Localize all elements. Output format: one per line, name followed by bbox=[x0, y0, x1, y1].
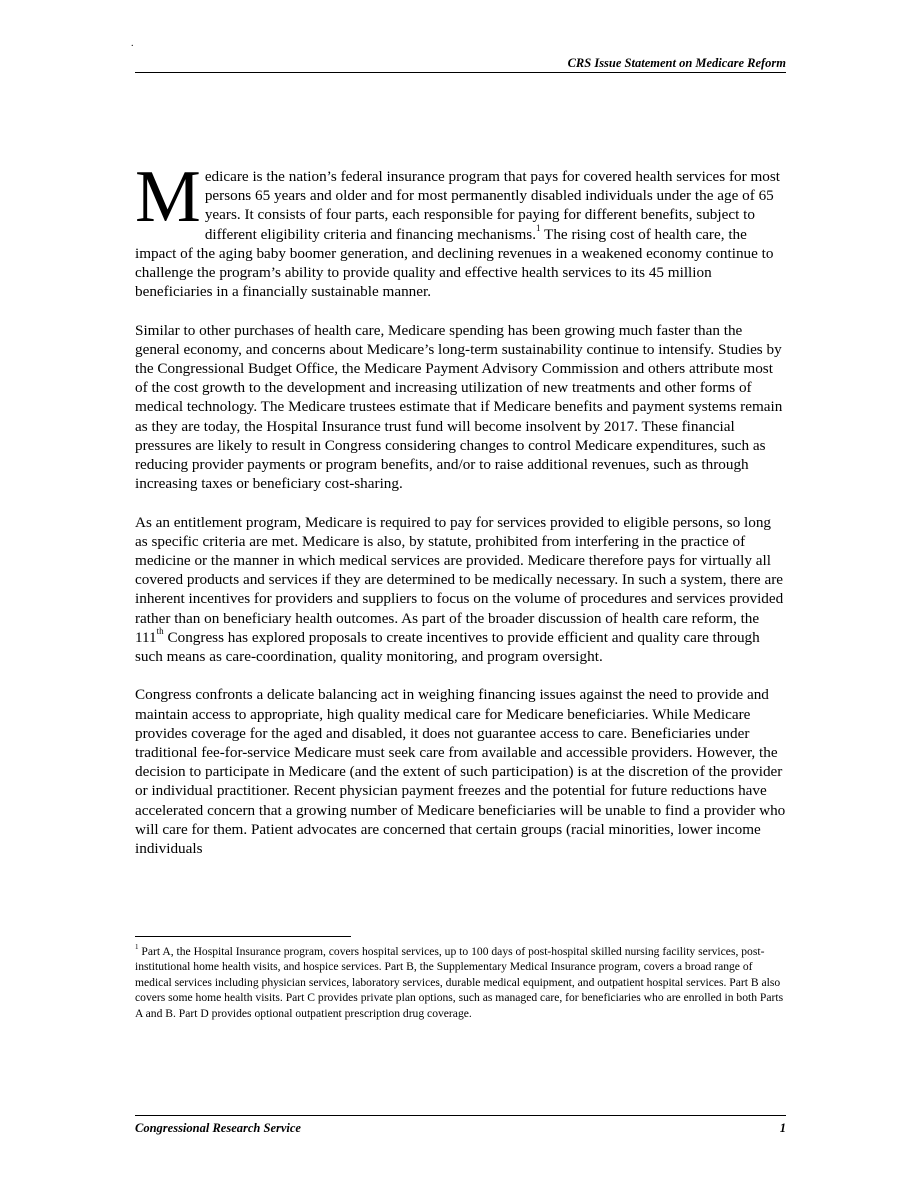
paragraph-1-text-b: The rising cost of health care, the impact of the aging baby boomer generation, and declining revenues in a weakened economy continue to challenge the program’s ability to provide quality and effective health services to its 45 million beneficiaries in a financially sustainable manner. bbox=[135, 225, 774, 301]
paragraph-4: Congress confronts a delicate balancing act in weighing financing issues against the need to provide and maintain access to appropriate, high quality medical care for Medicare beneficiaries. While Medicare provides coverage for the aged and disabled, it does not guarantee access to care. Beneficiaries under traditional fee-for-service Medicare must seek care from available and accessible providers. However, the decision to participate in Medicare (and the extent of such participation) is at the discretion of the provider or individual practitioner. Recent physician payment freezes and the potential for future reductions have accelerated concern that a growing number of Medicare beneficiaries will be unable to find a provider who will care for them. Patient advocates are concerned that certain groups (racial minorities, lower income individuals bbox=[135, 686, 786, 858]
footnote-reference[interactable]: 1 bbox=[536, 222, 541, 233]
footer-org: Congressional Research Service bbox=[135, 1121, 301, 1135]
paragraph-1-text-a: edicare is the nation’s federal insurance program that pays for covered health services for most persons 65 years and older and for most permanently disabled individuals under the age of 65 years. It consists of four parts, each responsible for paying for different benefits, subject to different eligibility criteria and financing mechanisms. bbox=[204, 168, 781, 243]
paragraph-2: Similar to other purchases of health care, Medicare spending has been growing much faster than the general economy, and concerns about Medicare’s long-term sustainability continue to intensify. Studies by the Congressional Budget Office, the Medicare Payment Advisory Commission and others attribute most of the cost growth to the development and increasing utilization of new treatments and other forms of medical technology. The Medicare trustees estimate that if Medicare benefits and payment systems remain as they are today, the Hospital Insurance trust fund will become insolvent by 2017. These financial pressures are likely to result in Congress considering changes to control Medicare expenditures, such as reducing provider payments or program benefits, and/or to raise additional revenues, such as through increasing taxes or beneficiary cost-sharing. bbox=[135, 321, 783, 493]
document-body bbox=[135, 156, 786, 877]
header-mark: . bbox=[131, 38, 134, 49]
header-title: CRS Issue Statement on Medicare Reform bbox=[567, 56, 786, 70]
footnote-separator bbox=[135, 936, 351, 937]
paragraph-1 bbox=[135, 156, 786, 301]
footnote bbox=[135, 944, 786, 1021]
paragraph-3 bbox=[135, 513, 786, 667]
ordinal-suffix: th bbox=[156, 625, 164, 636]
page-number: 1 bbox=[779, 1121, 786, 1135]
paragraph-3-text-a: As an entitlement program, Medicare is required to pay for services provided to eligible persons, so long as specific criteria are met. Medicare is also, by statute, prohibited from interfering in the practice of medicine or the manner in which medical services are provided. Medicare therefore pays for virtually all covered products and services if they are determined to be medically necessary. In such a system, there are inherent incentives for providers and suppliers to focus on the volume of procedures and services provided rather than on beneficiary health outcomes. As part of the broader discussion of health care reform, the 111 bbox=[135, 513, 784, 646]
footnote-number: 1 bbox=[135, 943, 139, 952]
paragraph-3-text-b: Congress has explored proposals to create incentives to provide efficient and quality care through such means as care-coordination, quality monitoring, and program oversight. bbox=[135, 628, 760, 666]
running-footer bbox=[135, 1115, 786, 1136]
footnote-text: Part A, the Hospital Insurance program, covers hospital services, up to 100 days of post-hospital skilled nursing facility services, post-institutional home health visits, and hospice services. Part B, the Supplementary Medical Insurance program, covers a broad range of medical services including physician services, laboratory services, durable medical equipment, and outpatient hospital services. Part B also covers some home health visits. Part C provides private plan options, such as managed care, for beneficiaries who are enrolled in both Parts A and B. Part D provides optional outpatient prescription drug coverage. bbox=[135, 945, 784, 1020]
drop-cap: M bbox=[135, 156, 201, 238]
running-header bbox=[135, 56, 786, 73]
